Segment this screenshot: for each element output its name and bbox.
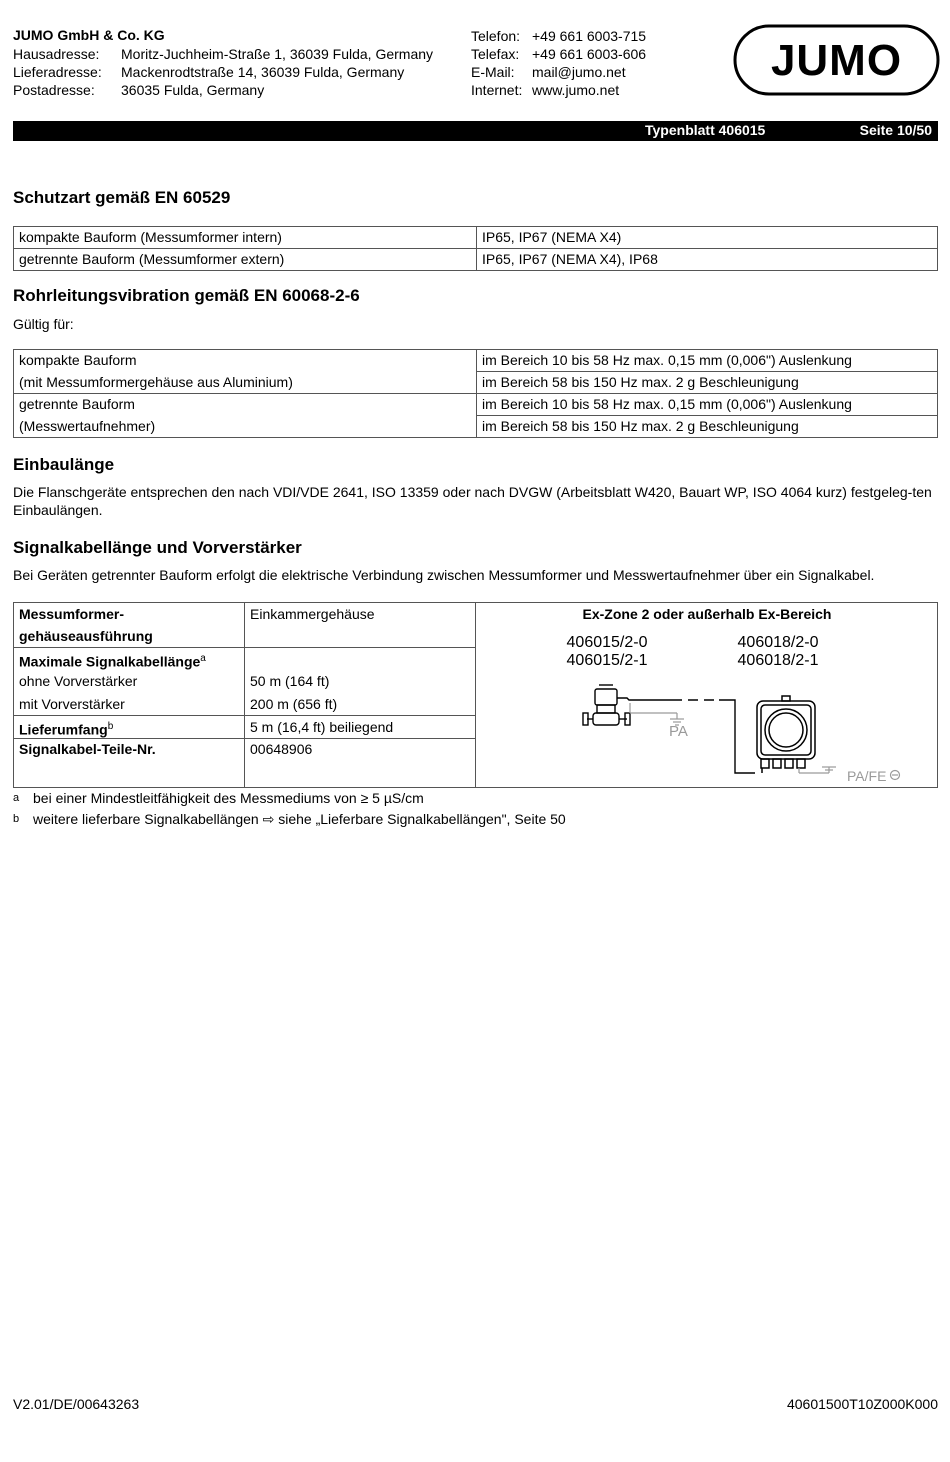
section-title-einbaulaenge: Einbaulänge xyxy=(13,455,115,474)
teile-value: 00648906 xyxy=(250,741,313,757)
ohne-value: 50 m (164 ft) xyxy=(250,673,330,689)
table-cell: im Bereich 58 bis 150 Hz max. 2 g Beschleunigung xyxy=(477,372,938,394)
pa-label: PA xyxy=(669,723,688,740)
table-row xyxy=(14,394,938,416)
section-title-signal: Signalkabellänge und Vorverstärker xyxy=(13,538,302,557)
address-value: Mackenrodtstraße 14, 36039 Fulda, Germany xyxy=(121,64,405,80)
footer-version: V2.01/DE/00643263 xyxy=(13,1396,140,1412)
address-key: Lieferadresse: xyxy=(13,64,102,80)
jumo-logo xyxy=(733,24,940,96)
liefer-value: 5 m (16,4 ft) beiliegend xyxy=(250,719,394,735)
table-cell: im Bereich 58 bis 150 Hz max. 2 g Beschleunigung xyxy=(477,416,938,438)
contact-value: +49 661 6003-715 xyxy=(532,28,647,44)
vibration-subtitle: Gültig für: xyxy=(13,316,74,332)
company-name: JUMO GmbH & Co. KG xyxy=(13,27,165,43)
table-row xyxy=(14,249,938,271)
pafe-label: PA/FE xyxy=(847,768,887,784)
table-row xyxy=(14,416,938,438)
address-value: 36035 Fulda, Germany xyxy=(121,82,265,98)
contact-value: www.jumo.net xyxy=(532,82,620,98)
section-title-vibration: Rohrleitungsvibration gemäß EN 60068-2-6 xyxy=(13,286,360,305)
max-length-label: Maximale Signalkabellänge xyxy=(19,653,201,670)
section-title-schutzart: Schutzart gemäß EN 60529 xyxy=(13,188,231,207)
contact-key: Internet: xyxy=(471,82,523,98)
teile-label: Signalkabel-Teile-Nr. xyxy=(19,741,156,757)
vibration-table xyxy=(13,349,938,438)
page-header xyxy=(13,27,938,102)
footnote-mark: b xyxy=(13,813,20,825)
table-cell: (mit Messumformergehäuse aus Aluminium) xyxy=(14,372,477,394)
table-cell: getrennte Bauform (Messumformer extern) xyxy=(14,249,477,271)
connection-diagram xyxy=(477,603,937,787)
table-cell: kompakte Bauform (Messumformer intern) xyxy=(14,227,477,249)
address-key: Hausadresse: xyxy=(13,46,100,62)
table-cell: getrennte Bauform xyxy=(14,394,477,416)
typenblatt-label: Typenblatt 406015 xyxy=(645,122,766,138)
footnote-text: bei einer Mindestleitfähigkeit des Messmediums von ≥ 5 µS/cm xyxy=(33,790,424,806)
sensor-icon xyxy=(583,685,630,725)
footnote-ref-a: a xyxy=(200,653,206,664)
table-cell: (Messwertaufnehmer) xyxy=(14,416,477,438)
contact-key: Telefon: xyxy=(471,28,521,44)
gehaeuse-label-2: gehäuseausführung xyxy=(19,628,153,644)
footer-doc-code: 40601500T10Z000K000 xyxy=(786,1396,938,1412)
model-left-1: 406015/2-0 xyxy=(566,634,648,651)
footnote-mark: a xyxy=(13,792,20,804)
pa-ground-icon xyxy=(630,703,684,725)
mit-label: mit Vorverstärker xyxy=(19,696,125,712)
model-right-1: 406018/2-0 xyxy=(737,634,819,651)
contact-key: Telefax: xyxy=(471,46,520,62)
ex-zone-title: Ex-Zone 2 oder außerhalb Ex-Bereich xyxy=(582,606,832,622)
table-row xyxy=(14,227,938,249)
liefer-label: Lieferumfang xyxy=(19,721,108,738)
table-cell: im Bereich 10 bis 58 Hz max. 0,15 mm (0,006") Auslenkung xyxy=(477,350,938,372)
schutzart-table xyxy=(13,226,938,271)
table-row xyxy=(14,372,938,394)
model-left-2: 406015/2-1 xyxy=(566,652,648,669)
doc-bar xyxy=(13,121,938,141)
table-cell: kompakte Bauform xyxy=(14,350,477,372)
footnote-text: weitere lieferbare Signalkabellängen ⇨ siehe „Lieferbare Signalkabellängen", Seite 50 xyxy=(33,811,566,827)
logo-text: JUMO xyxy=(770,36,903,85)
einbaulaenge-text: Die Flanschgeräte entsprechen den nach VDI/VDE 2641, ISO 13359 oder nach DVGW (Arbeitsblatt W420, Bauart WP, ISO 4064 kurz) festgeleg-ten Einbaulängen. xyxy=(13,484,932,518)
address-key: Postadresse: xyxy=(13,82,95,98)
table-cell: IP65, IP67 (NEMA X4) xyxy=(477,227,938,249)
transmitter-icon xyxy=(757,696,815,773)
contact-key: E-Mail: xyxy=(471,64,515,80)
address-value: Moritz-Juchheim-Straße 1, 36039 Fulda, Germany xyxy=(121,46,434,62)
gehaeuse-label-1: Messumformer- xyxy=(19,606,125,622)
footnote-ref-b: b xyxy=(107,721,114,732)
mit-value: 200 m (656 ft) xyxy=(250,696,338,712)
table-cell: IP65, IP67 (NEMA X4), IP68 xyxy=(477,249,938,271)
signal-text: Bei Geräten getrennter Bauform erfolgt die elektrische Verbindung zwischen Messumformer und Messwertaufnehmer über ein Signalkabel. xyxy=(13,567,875,583)
table-row xyxy=(14,350,938,372)
footnote-b xyxy=(13,810,566,828)
model-right-2: 406018/2-1 xyxy=(737,652,819,669)
contact-value: mail@jumo.net xyxy=(532,64,626,80)
diagram-drawing xyxy=(477,603,937,787)
contact-block xyxy=(471,27,646,99)
ohne-label: ohne Vorverstärker xyxy=(19,673,138,689)
address-block xyxy=(13,45,433,99)
contact-value: +49 661 6003-606 xyxy=(532,46,647,62)
gehaeuse-value: Einkammergehäuse xyxy=(250,606,375,622)
signal-table xyxy=(13,602,938,788)
page-number: Seite 10/50 xyxy=(859,122,932,138)
table-cell: im Bereich 10 bis 58 Hz max. 0,15 mm (0,006") Auslenkung xyxy=(477,394,938,416)
footnote-a xyxy=(13,789,424,807)
